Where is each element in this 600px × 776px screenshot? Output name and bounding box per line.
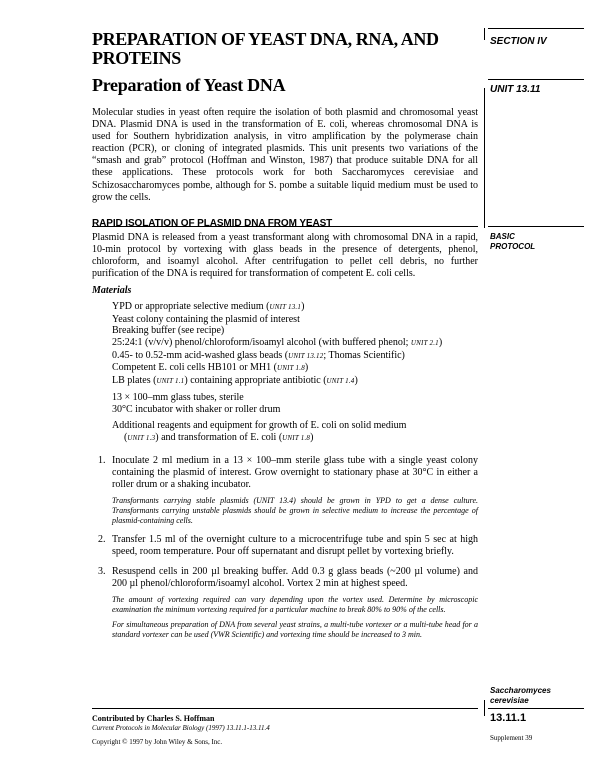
main-column xyxy=(92,30,478,640)
step-note: Transformants carrying stable plasmids (UNIT 13.4) should be grown in YPD to get a dense culture. Transformants carrying unstable plasmids should be grown in selective medium to increase the percentage of plasmid-containing cells. xyxy=(112,495,478,525)
side-rule-4 xyxy=(488,708,584,709)
step-note: For simultaneous preparation of DNA from several yeast strains, a multi-tube vortexer or a multi-tube head for a standard vortexer can be used (VWR Scientific) and vortexing time should be increased to 3 min. xyxy=(112,620,478,640)
step-text: Resuspend cells in 200 µl breaking buffer. Add 0.3 g glass beads (~200 µl volume) and 200 µl phenol/chloroform/isoamyl alcohol. Vortex 2 min at highest speed. xyxy=(112,566,478,590)
footer xyxy=(92,714,478,747)
material-item: YPD or appropriate selective medium (UNIT 13.1) xyxy=(112,301,305,313)
section-title: PREPARATION OF YEAST DNA, RNA, AND PROTEINS xyxy=(92,29,439,68)
basic-protocol-label: BASIC PROTOCOL xyxy=(490,232,536,251)
material-item: Breaking buffer (see recipe) xyxy=(112,325,225,337)
protocol-step xyxy=(92,534,478,558)
section-label: SECTION IV xyxy=(490,36,547,47)
material-item: LB plates (UNIT 1.1) containing appropriate antibiotic (UNIT 1.4) xyxy=(112,374,358,386)
side-rule-3 xyxy=(488,226,584,227)
materials-list xyxy=(112,301,478,445)
step-text: Transfer 1.5 ml of the overnight culture to a microcentrifuge tube and spin 5 sec at high speed, room temperature. Pour off supernatant and disrupt pellet by vortexing briefly. xyxy=(112,533,478,558)
intro-paragraph: Molecular studies in yeast often require the isolation of both plasmid and chromosomal yeast DNA. Plasmid DNA is used in the transformation of E. coli, whereas chromosomal DNA is used for Southern hybridization analysis, in vitro amplification by the polymerase chain reaction (PCR), or cloning of integrated plasmids. This unit presents two variations of the “smash and grab” protocol (Hoffman and Winston, 1987) that produce suitable DNA for all these applications. These protocols work for both Saccharomyces cerevisiae and Schizosaccharomyces pombe, although for S. pombe a suitable liquid medium must be used to grow the cells. xyxy=(92,107,478,203)
side-keyword: Saccharomyces cerevisiae xyxy=(490,686,551,705)
margin-rule-bottom xyxy=(484,700,485,716)
step-number: 3. xyxy=(98,566,106,578)
step-note: The amount of vortexing required can vary depending upon the vortex used. Determine by microscopic examination the minimum vortexing required for a particular machine to break 80% to 90% of the cells. xyxy=(112,595,478,615)
step-number: 1. xyxy=(98,454,106,466)
main-rule-footer xyxy=(92,708,478,709)
unit-title: Preparation of Yeast DNA xyxy=(92,75,286,95)
protocol-steps xyxy=(92,455,478,641)
margin-rule-top xyxy=(484,28,485,40)
side-footer xyxy=(490,712,582,743)
side-rule-2 xyxy=(488,79,584,80)
margin-rule-mid xyxy=(484,88,485,228)
supplement: Supplement 39 xyxy=(490,734,533,742)
protocol-step xyxy=(92,455,478,526)
material-item: Competent E. coli cells HB101 or MH1 (UNIT 1.8) xyxy=(112,362,309,374)
step-text: Inoculate 2 ml medium in a 13 × 100–mm sterile glass tube with a single yeast colony containing the plasmid of interest. Grow overnight to stationary phase at 30°C in either a roller drum or a shaking incubator. xyxy=(112,454,478,490)
citation: Current Protocols in Molecular Biology (1997) 13.11.1-13.11.4 xyxy=(92,724,270,732)
equipment-item: 30°C incubator with shaker or roller drum xyxy=(112,403,281,415)
contributor: Contributed by Charles S. Hoffman xyxy=(92,714,215,723)
basic-protocol-description: Plasmid DNA is released from a yeast transformant along with chromosomal DNA in a rapid, 10-min protocol by vortexing with glass beads in the presence of detergents, phenol, chloroform, and isoamyl alcohol. After centrifugation to pellet cell debris, no further purification of the DNA is required for transformation of competent E. coli cells. xyxy=(92,231,478,280)
unit-label: UNIT 13.11 xyxy=(490,84,541,95)
page-number: 13.11.1 xyxy=(490,712,527,724)
side-rule-1 xyxy=(488,28,584,29)
materials-heading: Materials xyxy=(92,285,132,297)
material-item: 25:24:1 (v/v/v) phenol/chloroform/isoamyl alcohol (with buffered phenol; UNIT 2.1) xyxy=(112,336,443,348)
step-number: 2. xyxy=(98,533,106,545)
material-item: 0.45- to 0.52-mm acid-washed glass beads (UNIT 13.12; Thomas Scientific) xyxy=(112,349,405,361)
equipment-item: 13 × 100–mm glass tubes, sterile xyxy=(112,392,244,404)
basic-protocol-heading: RAPID ISOLATION OF PLASMID DNA FROM YEAST xyxy=(92,217,333,229)
copyright: Copyright © 1997 by John Wiley & Sons, Inc. xyxy=(92,738,223,746)
material-item: Yeast colony containing the plasmid of interest xyxy=(112,313,300,325)
additional-reagents-item: Additional reagents and equipment for growth of E. coli on solid medium (UNIT 1.3) and transformation of E. coli (UNIT 1.8) xyxy=(112,420,407,444)
protocol-step xyxy=(92,566,478,640)
